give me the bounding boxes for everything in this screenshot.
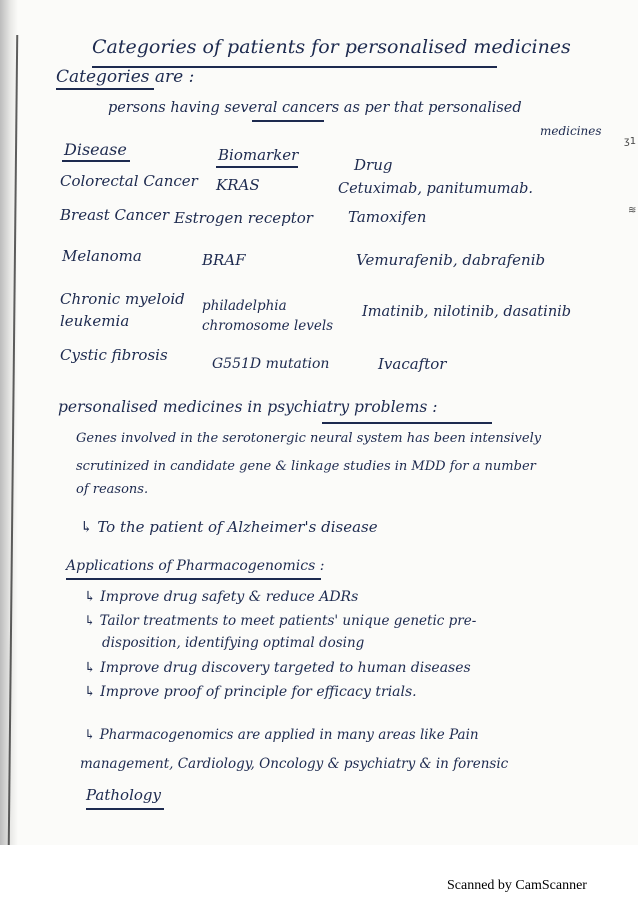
margin-mark-top: ʒ1 (624, 136, 637, 147)
row1-biomarker: KRAS (216, 176, 260, 194)
applications-underline (66, 578, 321, 580)
intro-line-2: medicines (540, 124, 602, 138)
applications-heading: Applications of Pharmacogenomics : (66, 558, 325, 574)
row2-drug: Tamoxifen (348, 208, 427, 226)
disease-underline (62, 160, 130, 162)
row1-drug: Cetuximab, panitumumab. (338, 181, 533, 197)
row5-biomarker: G551D mutation (212, 356, 330, 372)
row5-drug: Ivacaftor (378, 355, 447, 373)
categories-label: Categories are : (56, 67, 195, 87)
application-item-3: ↳ Improve drug discovery targeted to human diseases (84, 660, 471, 676)
row1-disease: Colorectal Cancer (60, 172, 198, 190)
psychiatry-text-3: of reasons. (76, 482, 149, 497)
bottom-strip (0, 845, 638, 903)
row3-disease: Melanoma (62, 247, 142, 265)
page-title: Categories of patients for personalised medicines (92, 36, 571, 58)
biomarker-underline (216, 166, 298, 168)
application-final-1: ↳ Pharmacogenomics are applied in many areas like Pain (84, 727, 479, 743)
application-item-2-cont: disposition, identifying optimal dosing (102, 635, 365, 651)
categories-underline (56, 88, 154, 90)
row2-biomarker: Estrogen receptor (174, 209, 313, 227)
application-item-4: ↳ Improve proof of principle for efficacy trials. (84, 684, 417, 700)
intro-line-1: persons having several cancers as per that personalised (108, 100, 522, 116)
psychiatry-text-1: Genes involved in the serotonergic neural system has been intensively (76, 431, 542, 446)
scanner-watermark: Scanned by CamScanner (447, 878, 587, 893)
application-item-2: ↳ Tailor treatments to meet patients' unique genetic pre- (84, 613, 477, 629)
psychiatry-text-2: scrutinized in candidate gene & linkage studies in MDD for a number (76, 459, 536, 474)
application-item-1: ↳ Improve drug safety & reduce ADRs (84, 589, 359, 605)
psychiatry-underline (322, 422, 492, 424)
row3-biomarker: BRAF (202, 251, 246, 269)
alzheimers-line: ↳ To the patient of Alzheimer's disease (80, 518, 378, 536)
header-drug: Drug (354, 156, 393, 174)
row4-drug: Imatinib, nilotinib, dasatinib (362, 304, 572, 320)
application-final-2: management, Cardiology, Oncology & psychiatry & in forensic (80, 756, 509, 772)
application-final-3: Pathology (86, 786, 161, 804)
several-underline (252, 120, 324, 122)
row3-drug: Vemurafenib, dabrafenib (356, 251, 546, 269)
pathology-underline (86, 808, 164, 810)
header-biomarker: Biomarker (218, 146, 299, 164)
row2-disease: Breast Cancer (60, 206, 170, 224)
row4-disease: Chronic myeloid leukemia (60, 290, 185, 330)
header-disease: Disease (64, 140, 127, 159)
margin-mark-mid: ≋ (628, 205, 637, 216)
psychiatry-heading: personalised medicines in psychiatry problems : (58, 398, 438, 416)
row4-biomarker: philadelphia chromosome levels (202, 298, 334, 334)
row5-disease: Cystic fibrosis (60, 346, 168, 364)
